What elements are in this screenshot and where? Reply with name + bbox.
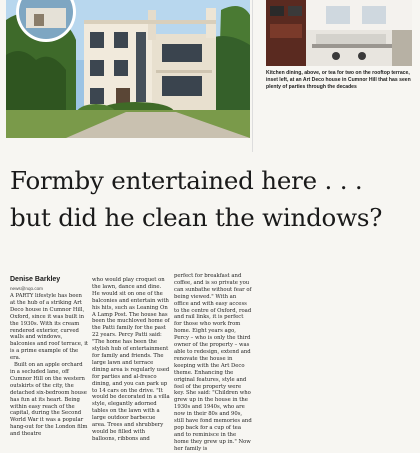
kitchen-photo [266,0,412,66]
paragraph: Built on an apple orchard in a secluded lane, off Cumnor Hill on the western outskirts of the city, the detached six-bedroom house has fun at its heart. Being within easy reach of the capital, during the Second World War it was a popular hang-out for the London film and theatre [10,362,88,438]
byline-email: news@nqo.com [10,286,44,291]
headline: Formby entertained here . . . but did he clean the windows? [10,166,383,232]
paragraph: who would play croquet on the lawn, dance and dine. He would sit on one of the balconies and entertain with his hits, such as Leaning On A Lamp Post. The house has been the muchloved home of the Patti family for the past 22 years. Percy Patti said: "The home has been the stylish hub of entertainment for family and friends. The large lawn and terrace dining area is regularly used for parties and al-fresco dining, and you can park up to 14 cars on the drive. "It would be decorated in a villa style, elegantly adorned tables on the lawn with a large outdoor barbecue area. Trees and shrubbery would be filled with balloons, ribbons and [92,277,170,442]
byline-name: Denise Barkley [10,276,61,283]
article-column-2 [92,277,170,442]
column-divider [252,0,253,152]
paragraph: A PARTY lifestyle has been at the hub of a striking Art Deco house in Cumnor Hill, Oxford, since it was built in the 1930s. With its cream rendered exterior, curved walls and windows, balconies and roof terrace, it is a prime example of the era. [10,293,89,362]
paragraph: perfect for breakfast and coffee, and is so private you can sunbathe without fear of being viewed." With an office and with easy access to the centre of Oxford, road and rail links, it is perfect for those who work from home. Eight years ago, Percy – who is only the third owner of the property – was able to redesign, extend and renovate the house in keeping with the Art Deco theme. Enhancing the original features, style and feel of the property were key. She said: "Children who grew up in the house in the 1930s and 1940s, who are now in their 80s and 90s, still have fond memories and pop back for a cup of tea and to reminisce in the home they grew up in." Now her family is [174,273,252,452]
photo-caption: Kitchen dining, above, or tea for two on the rooftop terrace, inset left, at an Art Deco house in Cumnor Hill that has seen plenty of parties through the decades [266,70,411,90]
article-column-3 [174,273,252,452]
article-column-1 [10,293,89,438]
main-house-photo [6,0,250,138]
